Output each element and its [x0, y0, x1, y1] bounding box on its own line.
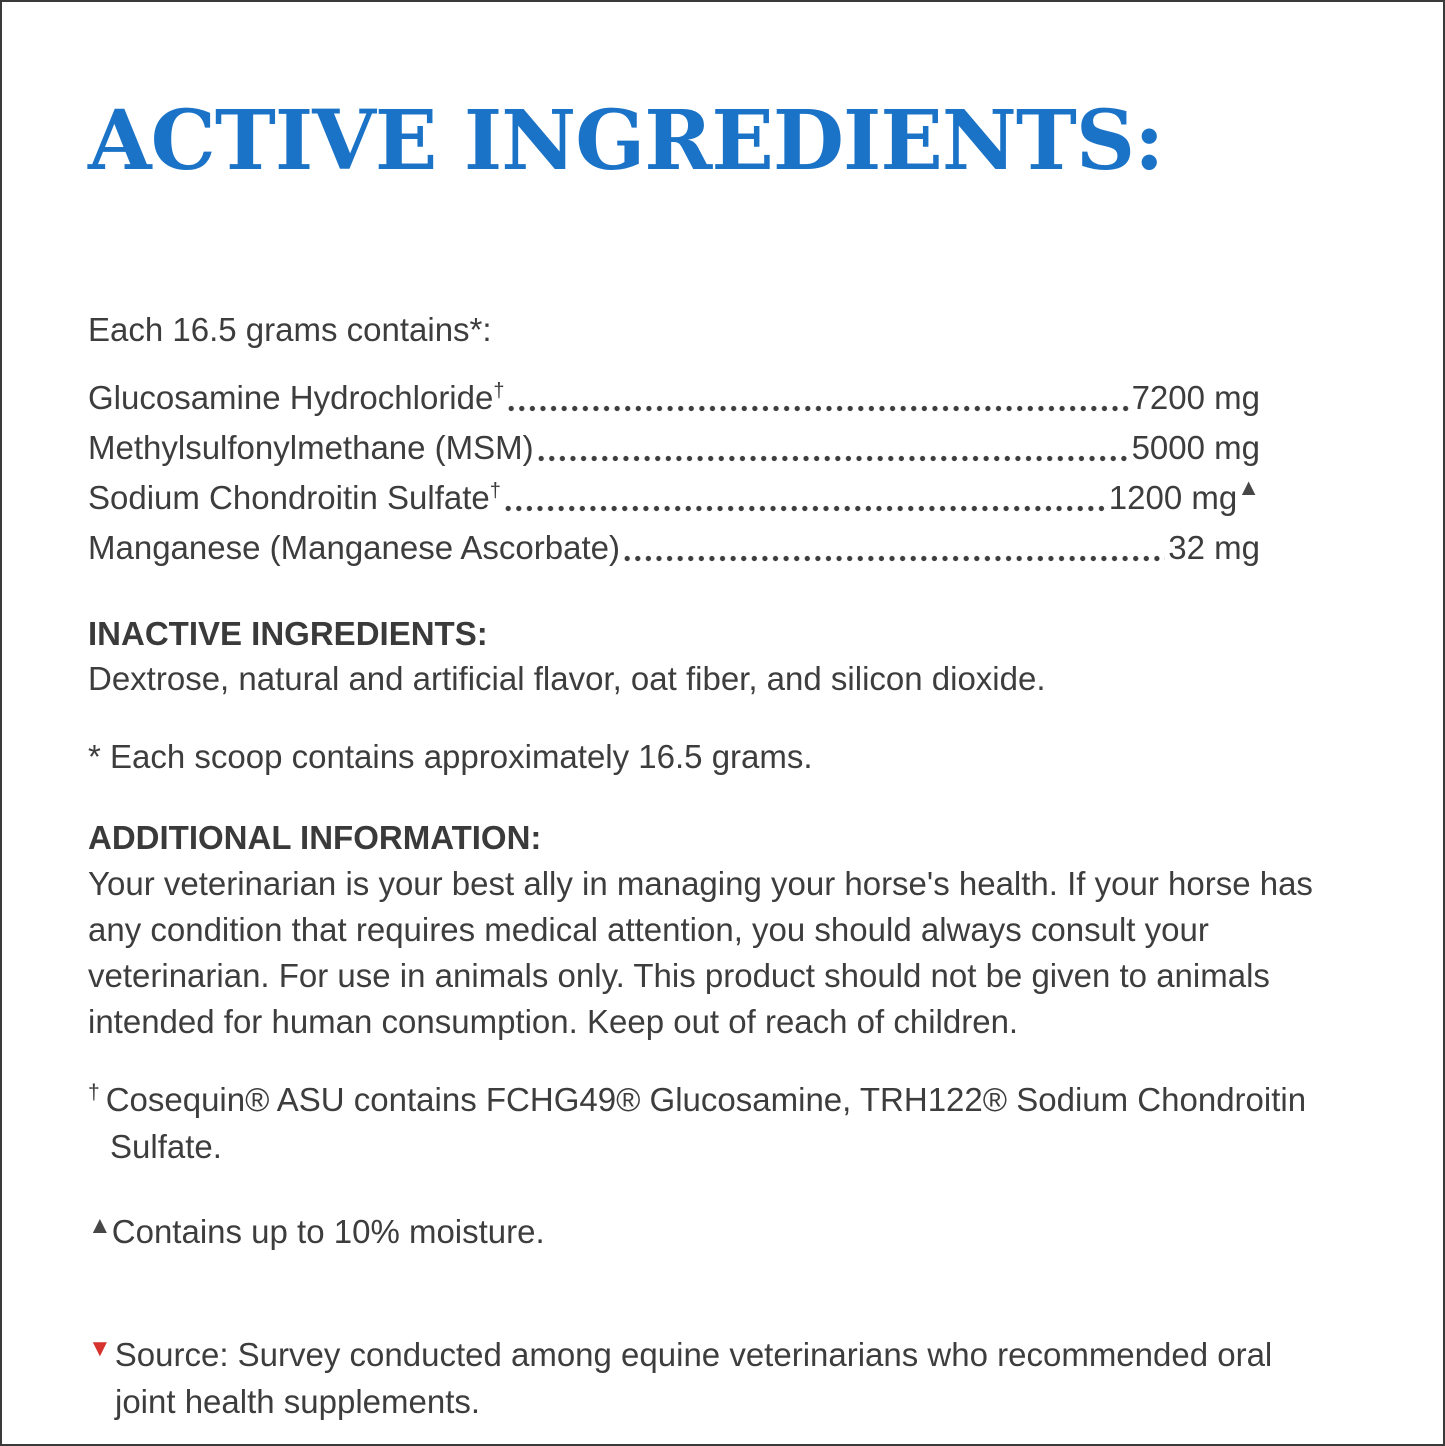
dot-leader — [538, 454, 1129, 463]
dot-leader — [624, 554, 1165, 563]
ingredient-name: Methylsulfonylmethane (MSM) — [88, 428, 534, 466]
source-footnote — [88, 1325, 1278, 1425]
dot-leader — [505, 504, 1106, 513]
additional-information-body: Your veterinarian is your best ally in managing your horse's health. If your horse has any condition that requires medical attention, you should always consult your veterinarian. For use in animals only. This product should not be given to animals intended for human consumption. Keep out of reach of children. — [88, 864, 1313, 1040]
ingredient-row — [88, 530, 1260, 566]
ingredient-amount: 5000 mg — [1131, 428, 1260, 466]
triangle-marker: ▲ — [1237, 473, 1260, 500]
inactive-ingredients-heading: INACTIVE INGREDIENTS: — [88, 614, 488, 652]
ingredient-amount: 32 mg — [1168, 528, 1260, 566]
ingredient-row — [88, 430, 1260, 466]
page-title: ACTIVE INGREDIENTS: — [88, 93, 1164, 189]
inactive-ingredients-body: Dextrose, natural and artificial flavor, oat fiber, and silicon dioxide. — [88, 660, 1046, 698]
additional-information-section — [88, 816, 1351, 1045]
dagger-footnote-text: Cosequin® ASU contains FCHG49® Glucosamine, TRH122® Sodium Chondroitin Sulfate. — [105, 1080, 1307, 1165]
ingredient-name: Glucosamine Hydrochloride† — [88, 378, 505, 416]
dagger-footnote — [88, 1069, 1328, 1170]
moisture-footnote-text: Contains up to 10% moisture. — [111, 1212, 545, 1250]
dagger-marker: † — [489, 479, 501, 502]
source-footnote-text: Source: Survey conducted among equine veterinarians who recommended oral joint health supplements. — [114, 1335, 1273, 1420]
inactive-ingredients-section — [88, 612, 1351, 703]
triangle-marker: ▲ — [88, 1211, 112, 1239]
dagger-marker: † — [493, 379, 505, 402]
dot-leader — [508, 404, 1128, 413]
ingredient-amount: 1200 mg▲ — [1108, 473, 1260, 516]
ingredient-row — [88, 380, 1260, 416]
additional-information-heading: ADDITIONAL INFORMATION: — [88, 819, 542, 857]
ingredient-name: Sodium Chondroitin Sulfate† — [88, 478, 501, 516]
asterisk-marker: * — [88, 738, 101, 776]
scoop-footnote — [88, 734, 1351, 780]
serving-size-line: Each 16.5 grams contains*: — [88, 311, 492, 348]
ingredient-name: Manganese (Manganese Ascorbate) — [88, 528, 620, 566]
ingredient-amount: 7200 mg — [1131, 378, 1260, 416]
active-ingredients-table — [88, 380, 1260, 566]
ingredient-row — [88, 473, 1260, 516]
scoop-footnote-text: Each scoop contains approximately 16.5 grams. — [110, 738, 813, 776]
moisture-footnote — [88, 1202, 1351, 1255]
red-triangle-down-icon: ▼ — [88, 1334, 112, 1362]
dagger-marker: † — [88, 1080, 100, 1104]
